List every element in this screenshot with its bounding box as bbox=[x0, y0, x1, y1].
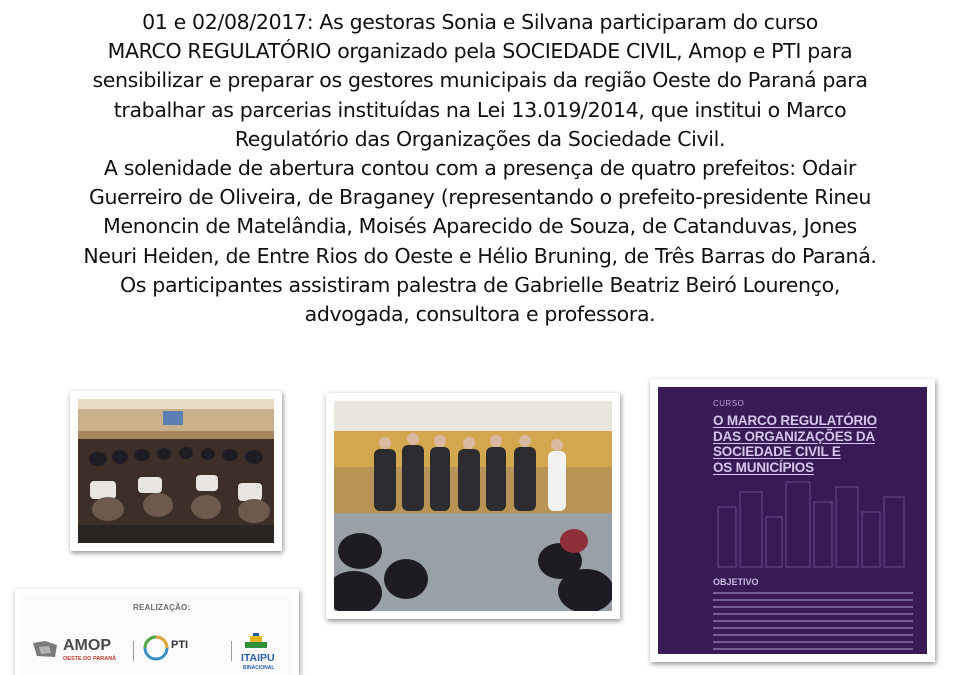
text-line: advogada, consultora e professora. bbox=[304, 302, 656, 327]
text-line: sensibilizar e preparar os gestores municipais da região Oeste do Paraná para bbox=[92, 68, 868, 93]
sponsors-panel bbox=[21, 595, 293, 675]
flyer-title-line: SOCIEDADE CIVIL E bbox=[713, 444, 841, 459]
paragraph-1 bbox=[20, 8, 940, 154]
paragraph-3 bbox=[20, 271, 940, 329]
flyer-section-heading: OBJETIVO bbox=[713, 577, 759, 587]
article-text bbox=[20, 8, 940, 329]
pti-logo-icon bbox=[143, 635, 169, 661]
photo-presenters bbox=[326, 393, 620, 619]
photo-auditorium bbox=[70, 391, 282, 551]
text-line: 01 e 02/08/2017: As gestoras Sonia e Silvana participaram do curso bbox=[142, 10, 818, 34]
photo-presenters-image bbox=[334, 401, 612, 611]
text-line: Os participantes assistiram palestra de Gabrielle Beatriz Beiró Lourenço, bbox=[120, 272, 840, 297]
flyer-title-line: OS MUNICÍPIOS bbox=[713, 459, 814, 475]
sponsors-box bbox=[15, 589, 299, 675]
pti-logo-text: PTI bbox=[171, 639, 189, 651]
course-flyer-image bbox=[658, 387, 927, 654]
text-line: Regulatório das Organizações da Sociedade Civil. bbox=[234, 126, 726, 151]
text-line: Menoncin de Matelândia, Moisés Aparecido de Souza, de Catanduvas, Jones bbox=[103, 214, 857, 239]
amop-logo-text: AMOP bbox=[63, 637, 111, 654]
photo-auditorium-image bbox=[78, 399, 274, 543]
text-line: Guerreiro de Oliveira, de Braganey (representando o prefeito-presidente Rineu bbox=[88, 185, 872, 210]
itaipu-logo-text: ITAIPU bbox=[241, 652, 275, 664]
flyer-body-text-lines bbox=[713, 592, 913, 654]
text-line: MARCO REGULATÓRIO organizado pela SOCIEDADE CIVIL, Amop e PTI para bbox=[107, 39, 853, 64]
flyer-title-line: O MARCO REGULATÓRIO bbox=[713, 413, 877, 428]
text-line: trabalhar as parcerias instituídas na Lei 13.019/2014, que institui o Marco bbox=[113, 97, 847, 122]
flyer-label: CURSO bbox=[713, 399, 745, 408]
course-flyer bbox=[650, 379, 935, 662]
amop-logo-icon bbox=[31, 639, 61, 659]
divider bbox=[133, 641, 134, 661]
paragraph-2 bbox=[20, 154, 940, 271]
auditorium-illustration bbox=[78, 399, 274, 543]
presenters-illustration bbox=[334, 401, 612, 611]
itaipu-logo-subtext: BINACIONAL bbox=[243, 665, 275, 671]
text-line: Neuri Heiden, de Entre Rios do Oeste e Hélio Bruning, de Três Barras do Paraná. bbox=[83, 243, 877, 268]
flyer-title-line: DAS ORGANIZAÇÕES DA bbox=[713, 428, 875, 444]
flyer-title bbox=[713, 413, 923, 475]
text-line: A solenidade de abertura contou com a presença de quatro prefeitos: Odair bbox=[103, 156, 857, 181]
divider bbox=[231, 641, 232, 661]
sponsors-heading: REALIZAÇÃO: bbox=[133, 603, 191, 612]
amop-logo-subtext: OESTE DO PARANÁ bbox=[63, 656, 117, 662]
itaipu-logo-icon bbox=[243, 633, 269, 651]
